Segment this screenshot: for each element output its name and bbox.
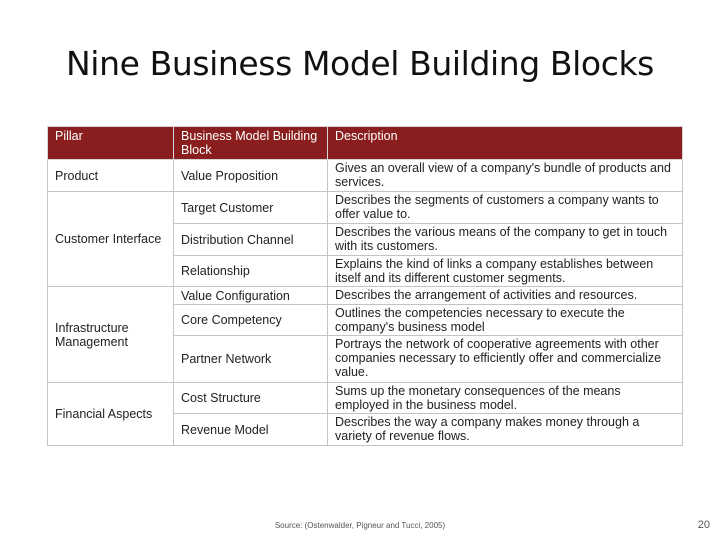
block-cell: Value Proposition xyxy=(174,160,328,192)
description-cell: Outlines the competencies necessary to execute the company's business model xyxy=(328,305,683,336)
description-cell: Describes the way a company makes money through a variety of revenue flows. xyxy=(328,414,683,446)
pillar-customer-interface: Customer Interface xyxy=(48,192,174,287)
description-cell: Portrays the network of cooperative agreements with other companies necessary to efficiently offer and commercialize value. xyxy=(328,336,683,383)
description-cell: Explains the kind of links a company establishes between itself and its different customer segments. xyxy=(328,256,683,287)
block-cell: Value Configuration xyxy=(174,287,328,305)
pillar-product: Product xyxy=(48,160,174,192)
description-cell: Describes the various means of the company to get in touch with its customers. xyxy=(328,224,683,256)
description-cell: Describes the segments of customers a company wants to offer value to. xyxy=(328,192,683,224)
table-row xyxy=(48,160,683,192)
building-blocks-table xyxy=(47,126,683,446)
slide-title: Nine Business Model Building Blocks xyxy=(66,44,654,83)
header-description: Description xyxy=(328,127,683,160)
block-cell: Revenue Model xyxy=(174,414,328,446)
block-cell: Cost Structure xyxy=(174,383,328,414)
block-cell: Distribution Channel xyxy=(174,224,328,256)
table-row xyxy=(48,287,683,305)
block-cell: Relationship xyxy=(174,256,328,287)
header-building-block: Business Model Building Block xyxy=(174,127,328,160)
pillar-financial-aspects: Financial Aspects xyxy=(48,383,174,446)
header-pillar: Pillar xyxy=(48,127,174,160)
block-cell: Target Customer xyxy=(174,192,328,224)
description-cell: Describes the arrangement of activities and resources. xyxy=(328,287,683,305)
pillar-infrastructure-management: Infrastructure Management xyxy=(48,287,174,383)
table-header-row xyxy=(48,127,683,160)
description-cell: Sums up the monetary consequences of the means employed in the business model. xyxy=(328,383,683,414)
table-row xyxy=(48,192,683,224)
description-cell: Gives an overall view of a company's bundle of products and services. xyxy=(328,160,683,192)
block-cell: Partner Network xyxy=(174,336,328,383)
block-cell: Core Competency xyxy=(174,305,328,336)
source-citation: Source: (Ostenwalder, Pigneur and Tucci, 2005) xyxy=(274,521,446,530)
page-number: 20 xyxy=(697,519,710,531)
table-row xyxy=(48,383,683,414)
